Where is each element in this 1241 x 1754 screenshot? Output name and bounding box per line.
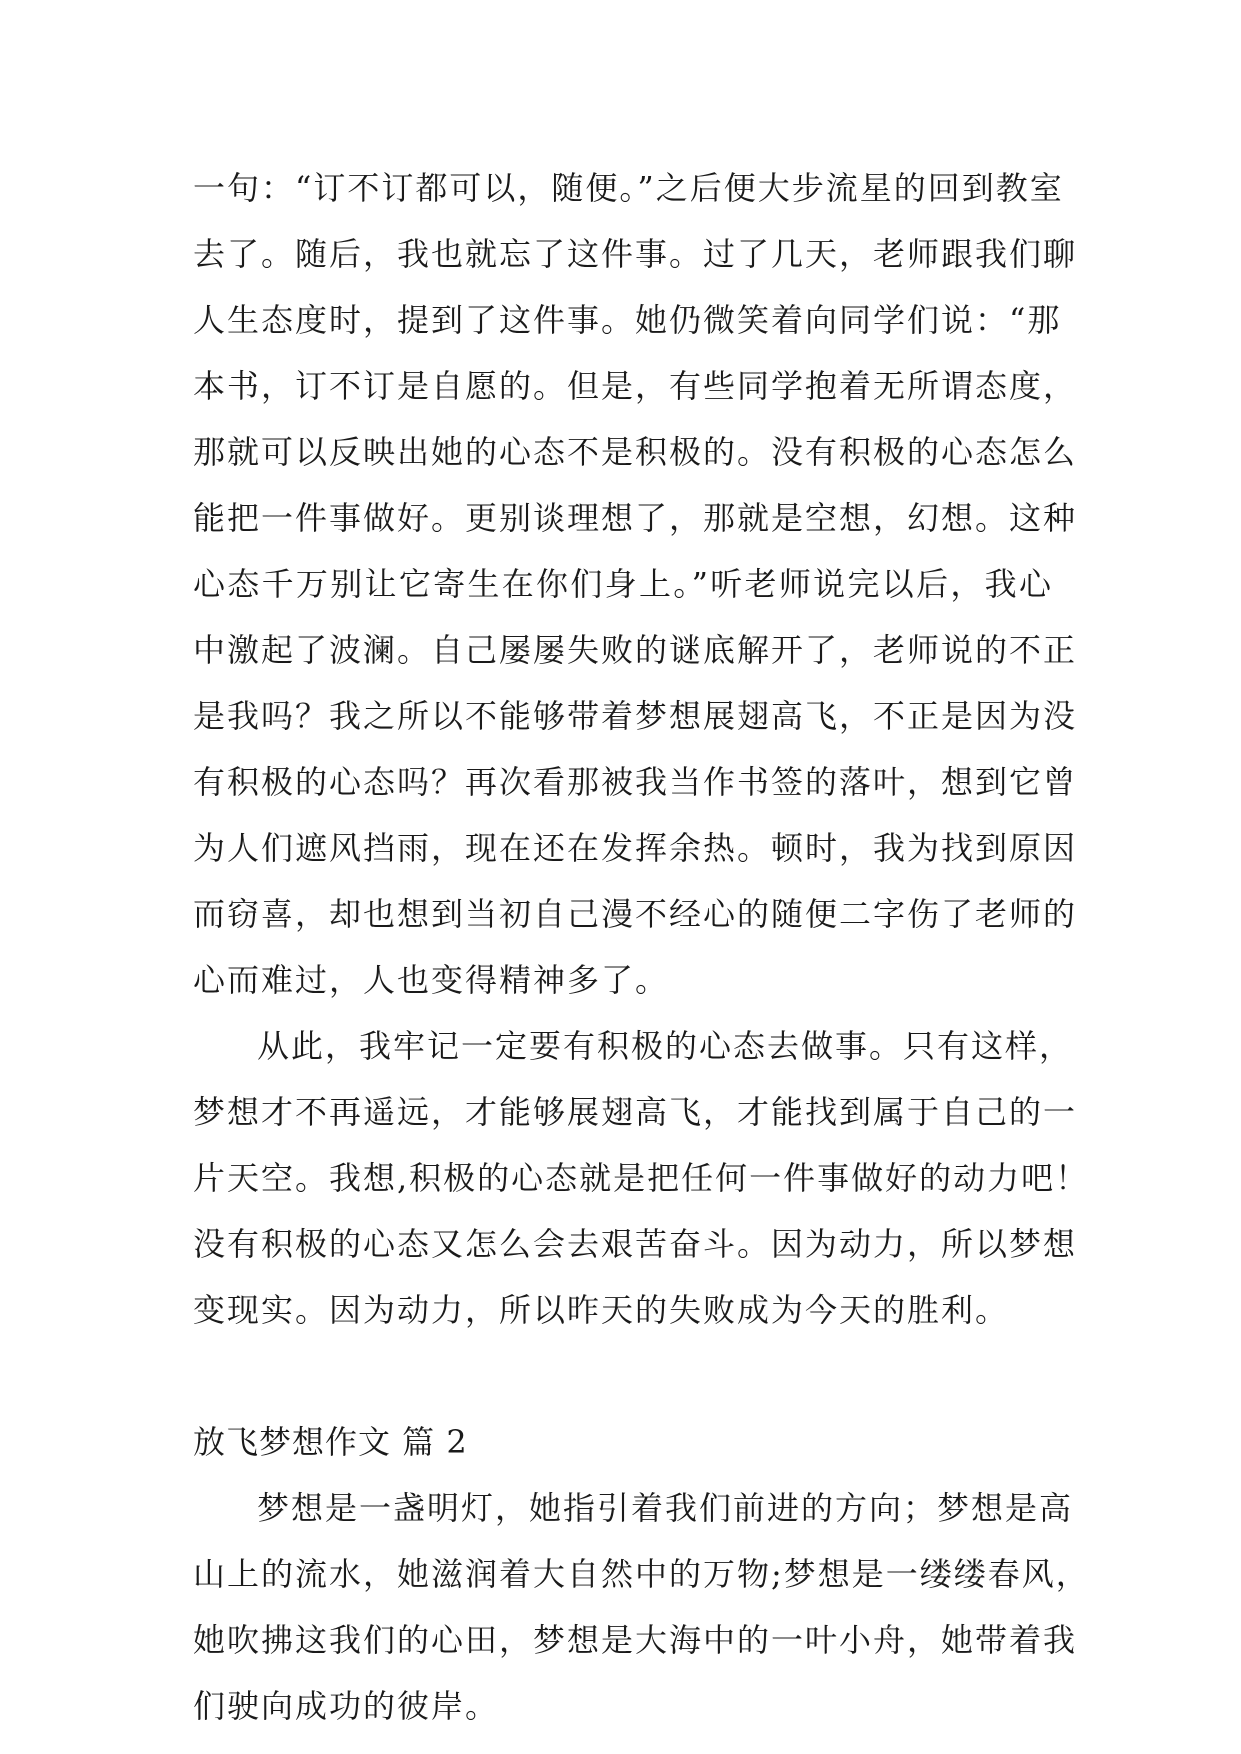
- paragraph-1: [193, 155, 1078, 1013]
- text-line: 是我吗？我之所以不能够带着梦想展翅高飞，不正是因为没: [193, 697, 1078, 735]
- text-line: 片天空。我想,积极的心态就是把任何一件事做好的动力吧！: [193, 1159, 1090, 1197]
- text-line: 梦想才不再遥远，才能够展翅高飞，才能找到属于自己的一: [193, 1093, 1078, 1131]
- paragraph-3: [193, 1475, 1090, 1739]
- text-line: 能把一件事做好。更别谈理想了，那就是空想，幻想。这种: [193, 499, 1078, 537]
- text-line: 人生态度时，提到了这件事。她仍微笑着向同学们说：“那: [193, 301, 1062, 339]
- blank-line: [193, 1343, 1053, 1409]
- text-line: 心而难过，人也变得精神多了。: [193, 961, 670, 999]
- section-heading: 放飞梦想作文 篇 2: [193, 1423, 468, 1461]
- text-line: 变现实。因为动力，所以昨天的失败成为今天的胜利。: [193, 1291, 1010, 1329]
- text-line: 山上的流水，她滋润着大自然中的万物;梦想是一缕缕春风，: [193, 1555, 1090, 1593]
- article-body: [193, 155, 1090, 1739]
- paragraph-2: [193, 1013, 1090, 1343]
- text-line: 为人们遮风挡雨，现在还在发挥余热。顿时，我为找到原因: [193, 829, 1078, 867]
- text-line: 没有积极的心态又怎么会去艰苦奋斗。因为动力，所以梦想: [193, 1225, 1078, 1263]
- text-line: 从此，我牢记一定要有积极的心态去做事。只有这样，: [257, 1027, 1074, 1065]
- text-line: 心态千万别让它寄生在你们身上。”听老师说完以后，我心: [193, 565, 1053, 603]
- text-line: 梦想是一盏明灯，她指引着我们前进的方向；梦想是高: [257, 1489, 1074, 1527]
- text-line: 有积极的心态吗？再次看那被我当作书签的落叶，想到它曾: [193, 763, 1078, 801]
- text-line: 本书，订不订是自愿的。但是，有些同学抱着无所谓态度，: [193, 367, 1078, 405]
- text-line: 而窃喜，却也想到当初自己漫不经心的随便二字伤了老师的: [193, 895, 1078, 933]
- text-line: 中激起了波澜。自己屡屡失败的谜底解开了，老师说的不正: [193, 631, 1078, 669]
- text-line: 她吹拂这我们的心田，梦想是大海中的一叶小舟，她带着我: [193, 1621, 1078, 1659]
- text-line: 那就可以反映出她的心态不是积极的。没有积极的心态怎么: [193, 433, 1078, 471]
- text-line: 一句：“订不订都可以，随便。”之后便大步流星的回到教室: [193, 169, 1064, 207]
- text-line: 去了。随后，我也就忘了这件事。过了几天，老师跟我们聊: [193, 235, 1078, 273]
- text-line: 们驶向成功的彼岸。: [193, 1687, 500, 1725]
